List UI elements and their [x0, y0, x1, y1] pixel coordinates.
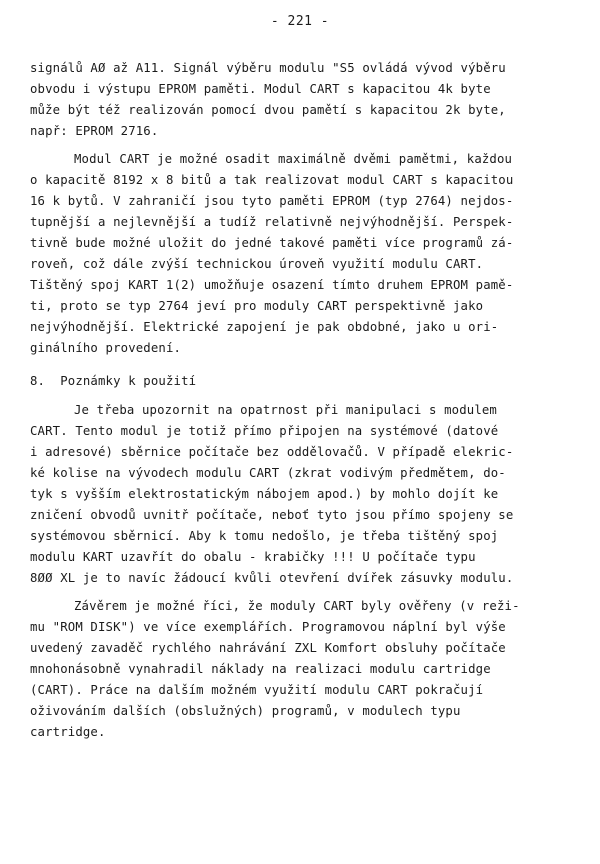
paragraph-line: (CART). Práce na dalším možném využití modulu CART pokračují — [30, 683, 484, 697]
page-number: - 221 - — [270, 14, 330, 29]
paragraph-line: 8ØØ XL je to navíc žádoucí kvůli otevření dvířek zásuvky modulu. — [30, 571, 514, 585]
paragraph-line: o kapacitě 8192 x 8 bitů a tak realizovat modul CART s kapacitou — [30, 173, 514, 187]
paragraph-line: ti, proto se typ 2764 jeví pro moduly CART perspektivně jako — [30, 299, 484, 313]
paragraph-line: zničení obvodů uvnitř počítače, neboť tyto jsou přímo spojeny se — [30, 508, 514, 522]
paragraph-line: může být též realizován pomocí dvou pamětí s kapacitou 2k byte, — [30, 103, 506, 117]
section-heading: 8. Poznámky k použití — [30, 374, 197, 388]
paragraph-line: 16 k bytů. V zahraničí jsou tyto paměti EPROM (typ 2764) nejdos- — [30, 194, 514, 208]
paragraph-line: např: EPROM 2716. — [30, 124, 159, 138]
paragraph-line: modulu KART uzavřít do obalu - krabičky !!! U počítače typu — [30, 550, 476, 564]
paragraph-line: systémovou sběrnicí. Aby k tomu nedošlo, je třeba tištěný spoj — [30, 529, 499, 543]
paragraph-line: ginálního provedení. — [30, 341, 182, 355]
paragraph-line: mu "ROM DISK") ve více exemplářích. Programovou náplní byl výše — [30, 620, 506, 634]
paragraph-line: i adresové) sběrnice počítače bez oddělovačů. V případě elekric- — [30, 445, 514, 459]
paragraph-line: Modul CART je možné osadit maximálně dvěmi pamětmi, každou — [74, 152, 513, 166]
paragraph-line: Tištěný spoj KART 1(2) umožňuje osazení tímto druhem EPROM pamě- — [30, 278, 514, 292]
paragraph-line: signálů AØ až A11. Signál výběru modulu "S5 ovládá vývod výběru — [30, 61, 506, 75]
paragraph-line: roveň, což dále zvýší technickou úroveň využití modulu CART. — [30, 257, 484, 271]
paragraph-line: CART. Tento modul je totiž přímo připojen na systémové (datové — [30, 424, 499, 438]
paragraph-line: tivně bude možné uložit do jedné takové paměti více programů zá- — [30, 236, 514, 250]
paragraph-line: mnohonásobně vynahradil náklady na realizaci modulu cartridge — [30, 662, 491, 676]
paragraph-line: tupnější a nejlevnější a tudíž relativně nejvýhodnější. Perspek- — [30, 215, 514, 229]
paragraph-line: uvedený zavaděč rychlého nahrávání ZXL Komfort obsluhy počítače — [30, 641, 506, 655]
paragraph-line: oživováním dalších (obslužných) programů, v modulech typu — [30, 704, 461, 718]
paragraph-line: obvodu i výstupu EPROM paměti. Modul CART s kapacitou 4k byte — [30, 82, 491, 96]
paragraph-line: cartridge. — [30, 725, 106, 739]
paragraph-line: nejvýhodnější. Elektrické zapojení je pak obdobné, jako u ori- — [30, 320, 499, 334]
paragraph-line: Závěrem je možné říci, že moduly CART byly ověřeny (v reži- — [74, 599, 520, 613]
paragraph-line: tyk s vyšším elektrostatickým nábojem apod.) by mohlo dojít ke — [30, 487, 499, 501]
paragraph-line: Je třeba upozornit na opatrnost při manipulaci s modulem — [74, 403, 497, 417]
paragraph-line: ké kolise na vývodech modulu CART (zkrat vodivým předmětem, do- — [30, 466, 506, 480]
